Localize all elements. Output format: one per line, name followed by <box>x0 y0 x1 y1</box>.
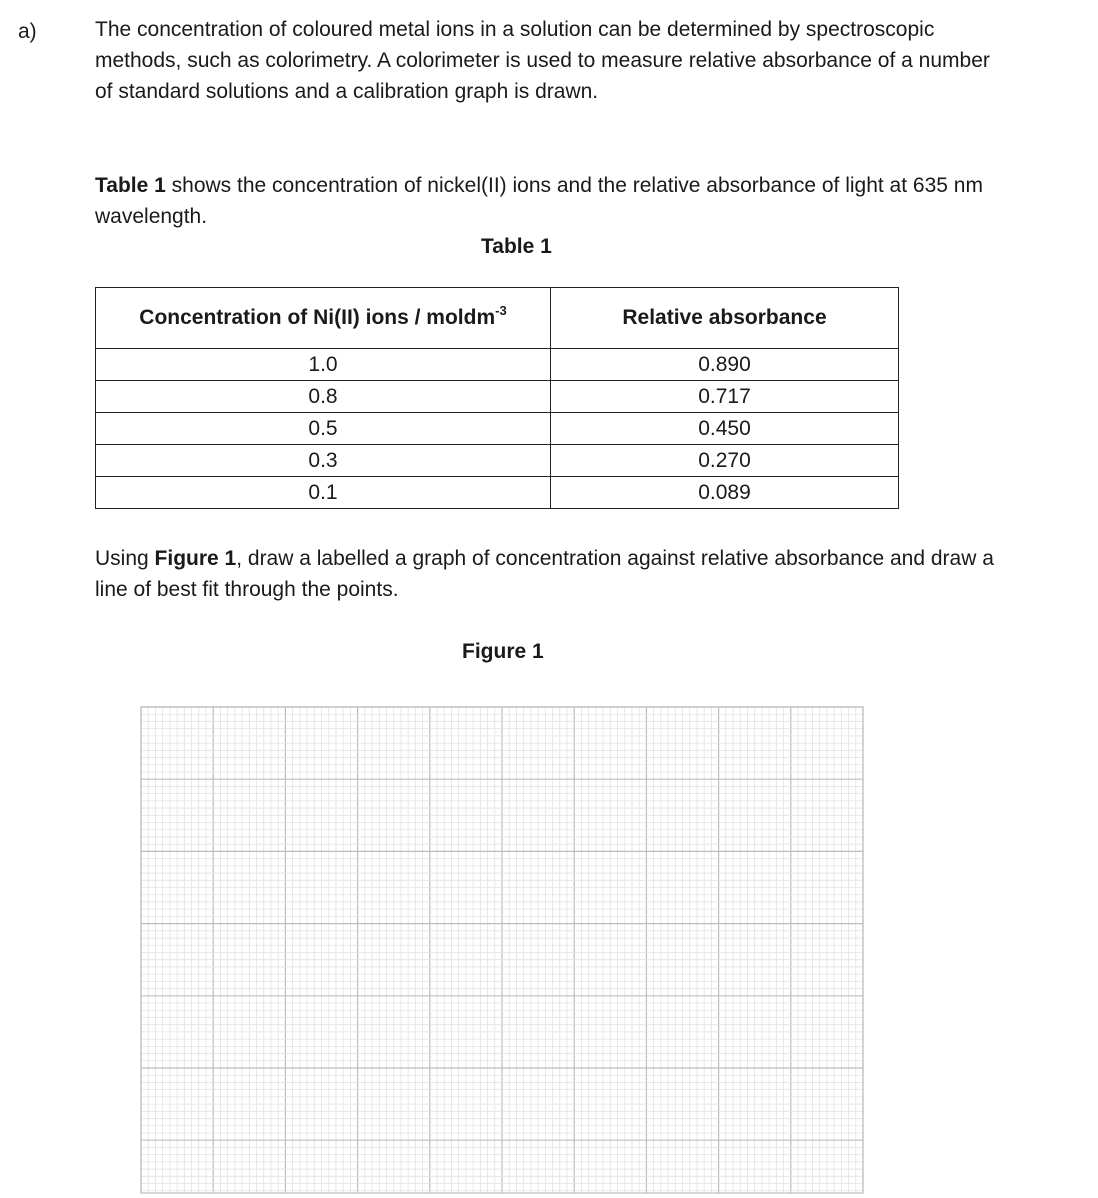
instruction-before: Using <box>95 547 155 570</box>
header-concentration-label: Concentration of Ni(II) ions / moldm <box>139 306 496 329</box>
cell-absorbance: 0.890 <box>551 349 899 381</box>
cell-absorbance: 0.089 <box>551 477 899 509</box>
cell-absorbance: 0.717 <box>551 381 899 413</box>
table-row <box>96 477 899 509</box>
question-label: a) <box>18 20 37 43</box>
table-caption: Table 1 <box>481 235 552 258</box>
table-row <box>96 413 899 445</box>
intro-paragraph: The concentration of coloured metal ions in a solution can be determined by spectroscopic methods, such as colorimetry. A colorimeter is used to measure relative absorbance of a number of standard solutions and a calibration graph is drawn. <box>95 18 990 103</box>
header-concentration <box>96 288 551 349</box>
table-intro-text: shows the concentration of nickel(II) ions and the relative absorbance of light at 635 nm wavelength. <box>95 174 983 228</box>
data-table <box>95 287 899 509</box>
table-reference: Table 1 <box>95 174 166 197</box>
figure-reference: Figure 1 <box>154 547 237 570</box>
cell-concentration: 1.0 <box>96 349 551 381</box>
header-concentration-exponent: -3 <box>495 303 507 318</box>
cell-concentration: 0.5 <box>96 413 551 445</box>
cell-concentration: 0.8 <box>96 381 551 413</box>
cell-concentration: 0.1 <box>96 477 551 509</box>
table-row <box>96 445 899 477</box>
graph-paper-grid[interactable] <box>140 706 864 1194</box>
instruction-after: , draw a labelled a graph of concentration against relative absorbance and draw a line of best fit through the points. <box>95 547 994 601</box>
table-header-row <box>96 288 899 349</box>
table-row <box>96 349 899 381</box>
cell-absorbance: 0.270 <box>551 445 899 477</box>
table-row <box>96 381 899 413</box>
table-intro-paragraph <box>95 170 995 232</box>
instruction-paragraph <box>95 543 995 605</box>
cell-concentration: 0.3 <box>96 445 551 477</box>
figure-caption: Figure 1 <box>462 640 544 663</box>
header-absorbance: Relative absorbance <box>551 288 899 349</box>
cell-absorbance: 0.450 <box>551 413 899 445</box>
